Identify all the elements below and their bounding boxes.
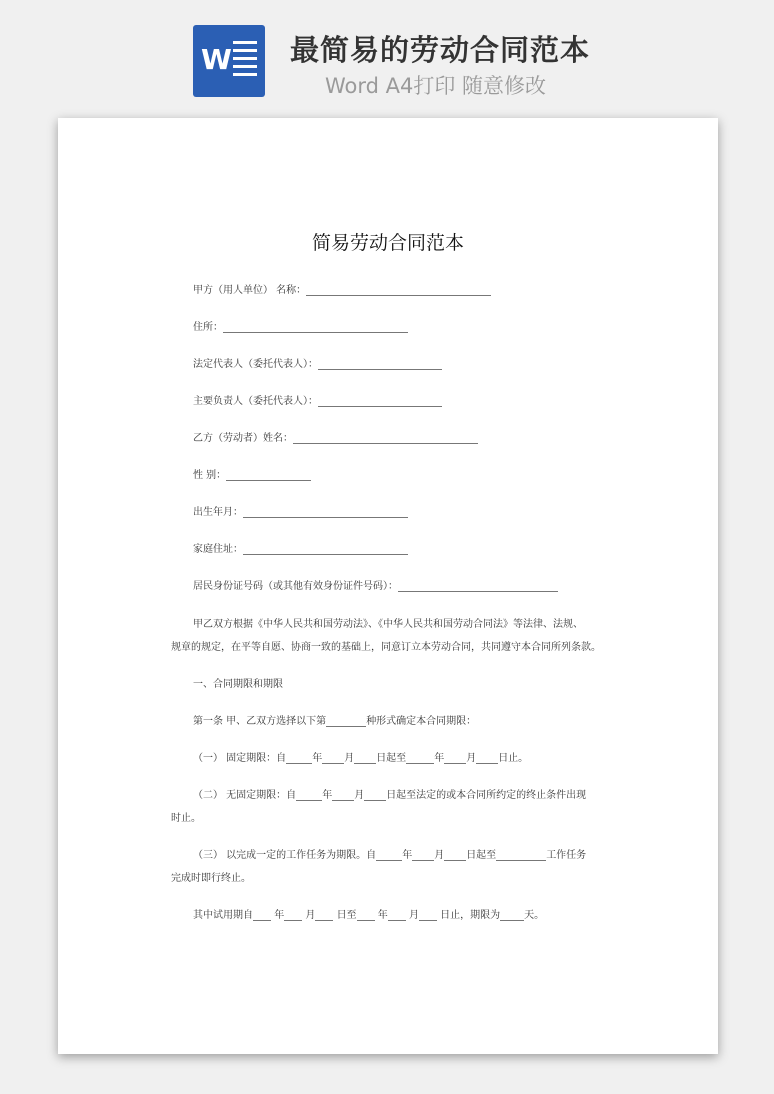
document-page	[58, 118, 718, 1054]
blank-field[interactable]	[326, 716, 366, 727]
blank-field[interactable]	[226, 470, 311, 481]
banner-subtitle: Word A4打印 随意修改	[325, 74, 547, 98]
blank-field[interactable]	[293, 433, 478, 444]
home-address-line: 家庭住址：	[193, 540, 408, 555]
blank-field[interactable]	[243, 507, 408, 518]
blank-field[interactable]	[318, 396, 442, 407]
blank-field[interactable]	[243, 544, 408, 555]
birth-line: 出生年月：	[193, 503, 408, 518]
blank-field[interactable]	[318, 359, 442, 370]
principal-line: 主要负责人（委托代表人）：	[193, 392, 442, 407]
probation-line: 其中试用期自 年 月 日至 年 月 日止，期限为 天。	[193, 910, 545, 921]
party-b-name-line: 乙方（劳动者）姓名：	[193, 429, 478, 444]
legal-rep-line: 法定代表人（委托代表人）：	[193, 355, 442, 370]
open-term-line-end: 时止。	[171, 813, 201, 824]
task-term-line-end: 完成时即行终止。	[171, 873, 251, 884]
fixed-term-line: （一） 固定期限：自 年 月 日起至 年 月 日止。	[193, 753, 529, 764]
document-title: 简易劳动合同范本	[311, 232, 464, 254]
section-heading: 一、合同期限和期限	[193, 679, 283, 690]
address-line: 住所：	[193, 318, 408, 333]
banner-header	[0, 0, 774, 110]
word-icon-letter: W	[201, 43, 232, 76]
blank-field[interactable]	[223, 322, 408, 333]
party-a-name-line: 甲方（用人单位） 名称：	[193, 281, 491, 296]
gender-line: 性 别：	[193, 466, 311, 481]
blank-field[interactable]	[306, 285, 491, 296]
task-term-line: （三） 以完成一定的工作任务为期限。自 年 月 日起至 工作任务	[193, 850, 587, 861]
word-document-icon	[193, 25, 265, 97]
preamble-line-2: 规章的规定，在平等自愿、协商一致的基础上，同意订立本劳动合同，共同遵守本合同所列条款。	[171, 642, 601, 653]
blank-field[interactable]	[398, 581, 558, 592]
preamble-line-1: 甲乙双方根据《中华人民共和国劳动法》、《中华人民共和国劳动合同法》等法律、法规、	[193, 619, 583, 630]
open-term-line: （二） 无固定期限：自 年 月 日起至法定的或本合同所约定的终止条件出现	[193, 790, 587, 801]
article-one-line: 第一条 甲、乙双方选择以下第 种形式确定本合同期限：	[193, 716, 477, 727]
id-number-line: 居民身份证号码（或其他有效身份证件号码）：	[193, 577, 558, 592]
banner-title: 最简易的劳动合同范本	[290, 33, 591, 67]
